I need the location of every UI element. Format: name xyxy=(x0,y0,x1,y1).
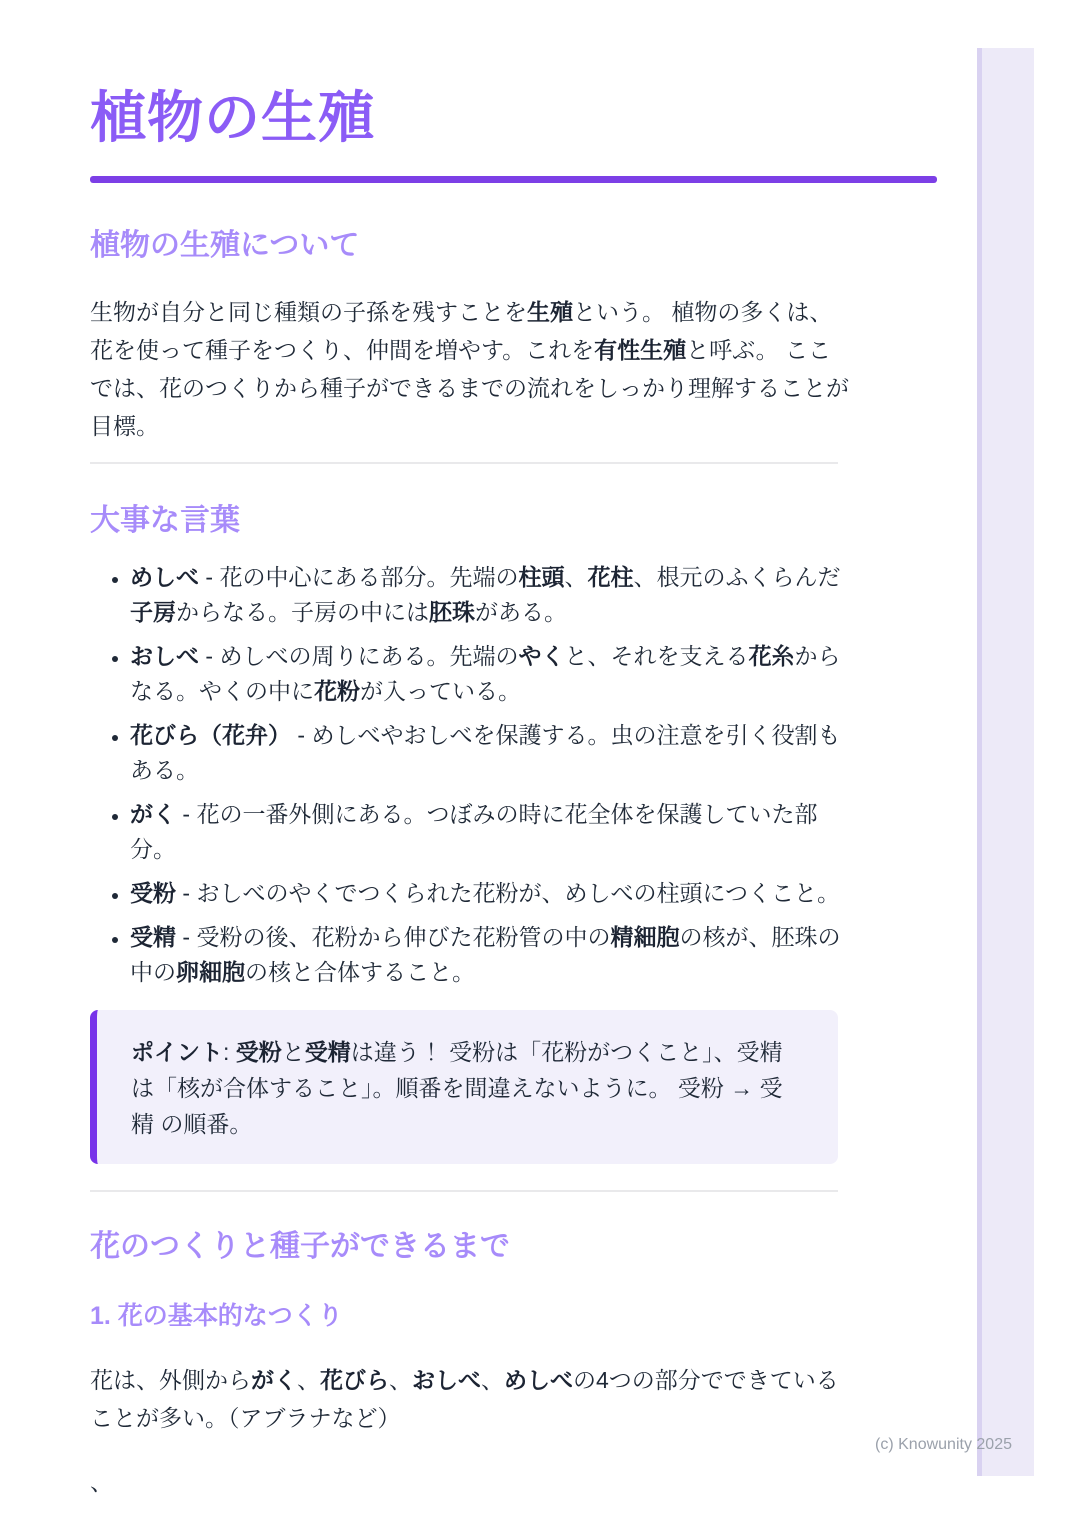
key-terms-list xyxy=(90,560,850,990)
section-divider xyxy=(90,1190,838,1192)
list-item-meshibe: • めしべ - 花の中心にある部分。先端の柱頭、花柱、根元のふくらんだ子房からなる。子房の中には胚珠がある。 xyxy=(130,560,850,630)
section-heading-intro: 植物の生殖について xyxy=(90,229,360,262)
point-callout xyxy=(90,1010,838,1164)
subsection-heading-basic-structure: 1. 花の基本的なつくり xyxy=(90,1302,343,1330)
page-title: 植物の生殖 xyxy=(90,86,375,149)
list-item-jufun: • 受粉 - おしべのやくでつくられた花粉が、めしべの柱頭につくこと。 xyxy=(130,876,850,911)
point-callout-text: ポイント: 受粉と受精は違う！ 受粉は「花粉がつくこと」、受精は「核が合体すること」。順番を間違えないように。 受粉 → 受精 の順番。 xyxy=(131,1039,783,1137)
document-content xyxy=(90,0,938,1497)
list-item-gaku: • がく - 花の一番外側にある。つぼみの時に花全体を保護していた部分。 xyxy=(130,797,850,867)
flower-structure-paragraph: 花は、外側からがく、花びら、おしべ、めしべの4つの部分でできていることが多い。（アブラナなど） xyxy=(90,1367,839,1431)
list-item-hanabira: • 花びら（花弁） - めしべやおしべを保護する。虫の注意を引く役割もある。 xyxy=(130,718,850,788)
section-heading-flower-structure: 花のつくりと種子ができるまで xyxy=(90,1230,510,1263)
section-divider xyxy=(90,462,838,464)
list-item-jusei: • 受精 - 受粉の後、花粉から伸びた花粉管の中の精細胞の核が、胚珠の中の卵細胞の核と合体すること。 xyxy=(130,920,850,990)
copyright-footer: (c) Knowunity 2025 xyxy=(875,1436,1012,1453)
section-heading-key-terms: 大事な言葉 xyxy=(90,504,240,537)
stray-comma-mark: 、 xyxy=(90,1469,113,1495)
list-item-oshibe: • おしべ - めしべの周りにある。先端のやくと、それを支える花糸からなる。やくの中に花粉が入っている。 xyxy=(130,639,850,709)
intro-paragraph: 生物が自分と同じ種類の子孫を残すことを生殖という。 植物の多くは、花を使って種子をつくり、仲間を増やす。これを有性生殖と呼ぶ。 ここでは、花のつくりから種子ができるまでの流れをしっかり理解することが目標。 xyxy=(90,299,849,439)
page-margin-strip xyxy=(977,48,1034,1476)
title-underline-rule xyxy=(90,176,937,183)
